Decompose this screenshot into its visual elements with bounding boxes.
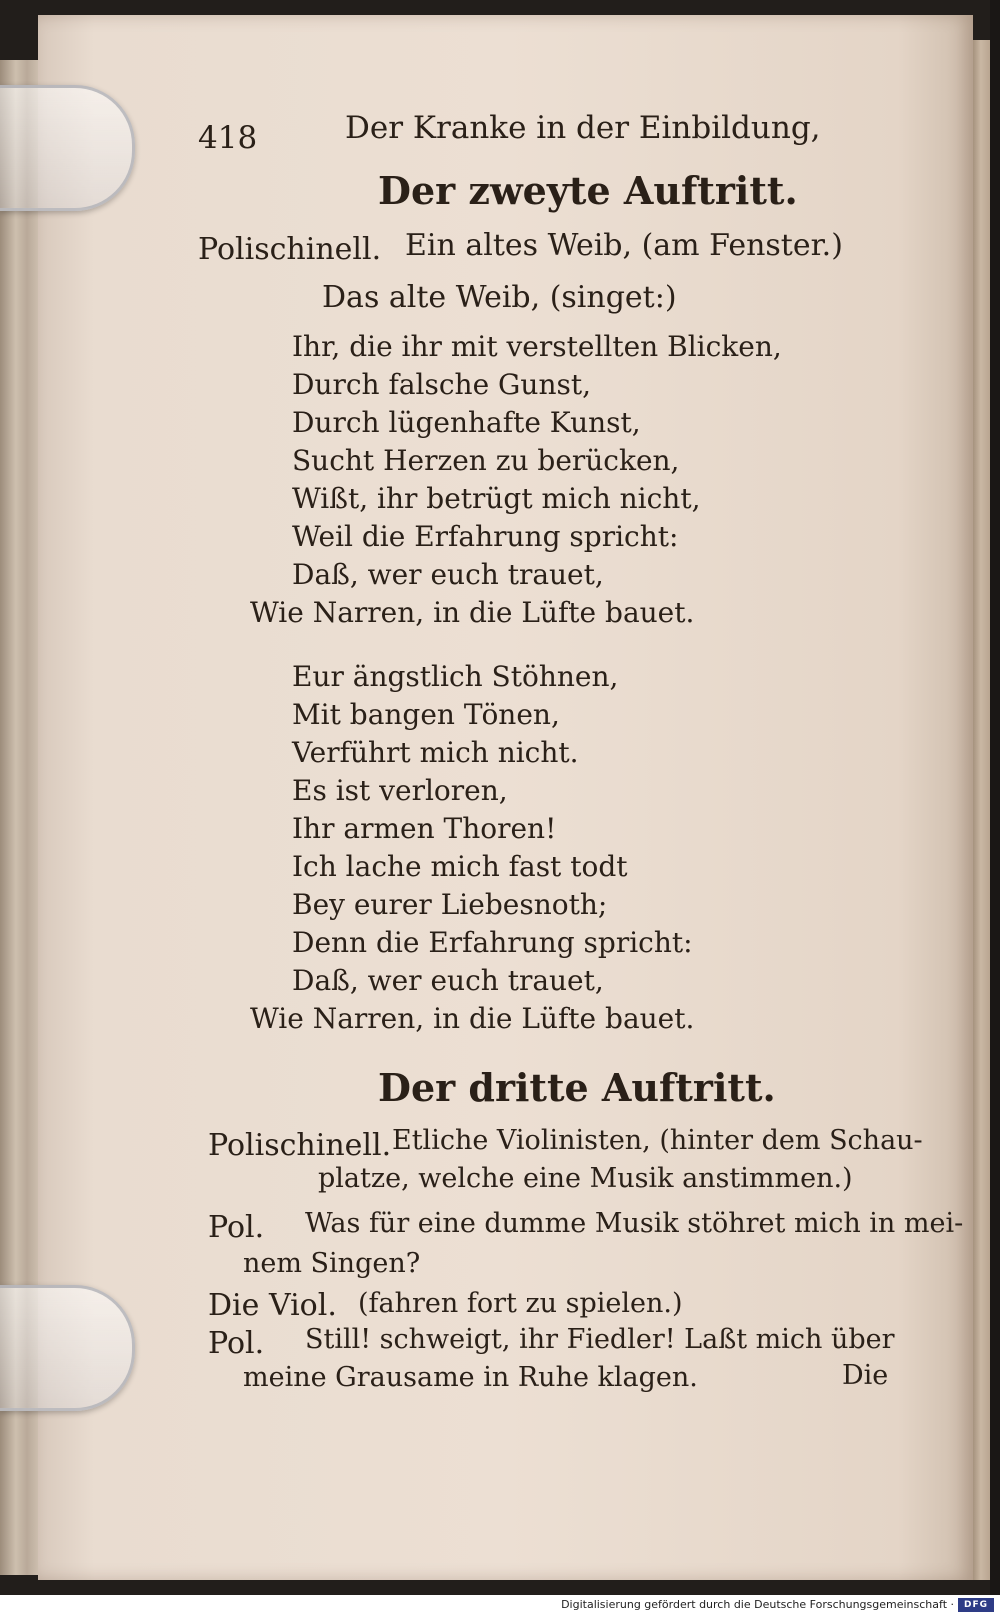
verse-line: Mit bangen Tönen, bbox=[292, 698, 560, 731]
persons-list: Etliche Violinisten, (hinter dem Schau- bbox=[392, 1125, 923, 1156]
speaker-label: Pol. bbox=[208, 1210, 265, 1245]
persons-list: Ein altes Weib, (am Fenster.) bbox=[405, 228, 843, 263]
page-number: 418 bbox=[198, 120, 258, 156]
verse-line: Daß, wer euch trauet, bbox=[292, 558, 604, 591]
stage-direction: (fahren fort zu spielen.) bbox=[358, 1288, 683, 1319]
verse-line: Wie Narren, in die Lüfte bauet. bbox=[250, 596, 695, 629]
dfg-logo: DFG bbox=[958, 1598, 994, 1612]
verse-line: Durch lügenhafte Kunst, bbox=[292, 406, 641, 439]
speaker-label: Die Viol. bbox=[208, 1288, 337, 1323]
dialogue-line: Was für eine dumme Musik stöhret mich in mei- bbox=[305, 1208, 964, 1239]
persons-list-cont: platze, welche eine Musik anstimmen.) bbox=[318, 1163, 853, 1194]
dialogue-line-cont: meine Grausame in Ruhe klagen. bbox=[243, 1362, 698, 1393]
verse-line: Wißt, ihr betrügt mich nicht, bbox=[292, 482, 701, 515]
verse-line: Wie Narren, in die Lüfte bauet. bbox=[250, 1002, 695, 1035]
verse-line: Ich lache mich fast todt bbox=[292, 850, 628, 883]
scene-heading-3: Der dritte Auftritt. bbox=[378, 1065, 776, 1110]
verse-line: Daß, wer euch trauet, bbox=[292, 964, 604, 997]
verse-line: Durch falsche Gunst, bbox=[292, 368, 592, 401]
running-title: Der Kranke in der Einbildung, bbox=[345, 110, 821, 146]
verse-line: Sucht Herzen zu berücken, bbox=[292, 444, 680, 477]
verse-line: Bey eurer Liebesnoth; bbox=[292, 888, 608, 921]
dialogue-line: Still! schweigt, ihr Fiedler! Laßt mich über bbox=[305, 1324, 895, 1355]
verse-line: Eur ängstlich Stöhnen, bbox=[292, 660, 619, 693]
page-clip-top bbox=[0, 85, 135, 211]
digitization-footer bbox=[0, 1595, 1000, 1615]
persons-speaker: Polischinell. bbox=[198, 232, 382, 267]
verse-line: Denn die Erfahrung spricht: bbox=[292, 926, 693, 959]
persons-speaker: Polischinell. bbox=[208, 1128, 392, 1163]
scene-heading-2: Der zweyte Auftritt. bbox=[378, 168, 798, 213]
speaker-intro: Das alte Weib, (singet:) bbox=[322, 280, 677, 315]
verse-line: Verführt mich nicht. bbox=[292, 736, 579, 769]
dialogue-line-cont: nem Singen? bbox=[243, 1248, 421, 1279]
verse-line: Weil die Erfahrung spricht: bbox=[292, 520, 679, 553]
catchword: Die bbox=[842, 1360, 889, 1391]
verse-line: Ihr, die ihr mit verstellten Blicken, bbox=[292, 330, 782, 363]
footer-credit: Digitalisierung gefördert durch die Deutsche Forschungsgemeinschaft · bbox=[561, 1598, 954, 1611]
verse-line: Ihr armen Thoren! bbox=[292, 812, 557, 845]
scan-border bbox=[990, 0, 1000, 1615]
verse-line: Es ist verloren, bbox=[292, 774, 508, 807]
speaker-label: Pol. bbox=[208, 1326, 265, 1361]
page-clip-bottom bbox=[0, 1285, 135, 1411]
